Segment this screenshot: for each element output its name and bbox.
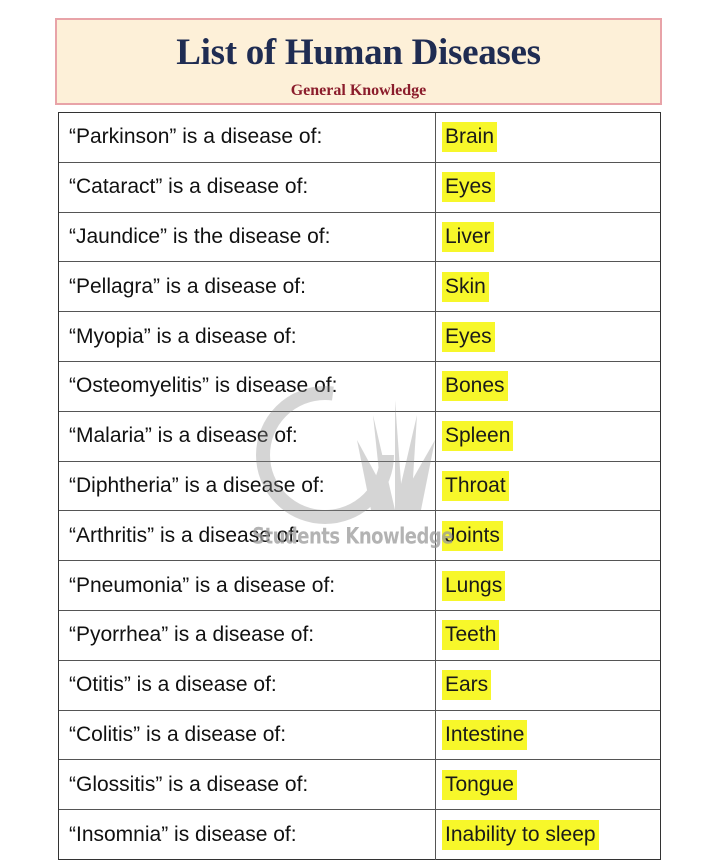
disease-answer: Eyes: [442, 172, 495, 202]
column-divider: [435, 163, 436, 212]
disease-question: “Glossitis” is a disease of:: [69, 772, 309, 796]
disease-question: “Colitis” is a disease of:: [69, 722, 287, 746]
column-divider: [435, 511, 436, 560]
disease-table: [58, 112, 661, 860]
disease-question: “Malaria” is a disease of:: [69, 424, 298, 448]
table-row: [59, 262, 660, 312]
column-divider: [435, 810, 436, 860]
disease-question: “Pellagra” is a disease of:: [69, 274, 306, 298]
table-row: [59, 213, 660, 263]
table-row: [59, 511, 660, 561]
table-row: [59, 113, 660, 163]
table-row: [59, 611, 660, 661]
disease-question: “Insomnia” is disease of:: [69, 823, 297, 847]
disease-answer: Spleen: [442, 421, 513, 451]
disease-question: “Myopia” is a disease of:: [69, 324, 297, 348]
table-row: [59, 412, 660, 462]
disease-answer: Bones: [442, 371, 508, 401]
table-row: [59, 362, 660, 412]
disease-question: “Osteomyelitis” is disease of:: [69, 374, 338, 398]
disease-answer: Lungs: [442, 571, 505, 601]
column-divider: [435, 312, 436, 361]
disease-answer: Liver: [442, 222, 494, 252]
disease-answer: Brain: [442, 122, 497, 152]
column-divider: [435, 561, 436, 610]
table-row: [59, 163, 660, 213]
table-row: [59, 760, 660, 810]
disease-answer: Skin: [442, 272, 489, 302]
column-divider: [435, 362, 436, 411]
disease-question: “Diphtheria” is a disease of:: [69, 473, 325, 497]
column-divider: [435, 412, 436, 461]
column-divider: [435, 213, 436, 262]
disease-answer: Throat: [442, 471, 509, 501]
column-divider: [435, 462, 436, 511]
page-title: List of Human Diseases: [176, 32, 541, 73]
disease-answer: Joints: [442, 521, 503, 551]
column-divider: [435, 611, 436, 660]
disease-question: “Cataract” is a disease of:: [69, 175, 309, 199]
table-row: [59, 312, 660, 362]
table-row: [59, 462, 660, 512]
disease-answer: Ears: [442, 670, 491, 700]
column-divider: [435, 262, 436, 311]
disease-question: “Jaundice” is the disease of:: [69, 224, 331, 248]
disease-question: “Otitis” is a disease of:: [69, 673, 277, 697]
table-row: [59, 661, 660, 711]
column-divider: [435, 661, 436, 710]
disease-answer: Tongue: [442, 770, 517, 800]
table-row: [59, 810, 660, 860]
table-row: [59, 561, 660, 611]
disease-question: “Pyorrhea” is a disease of:: [69, 623, 315, 647]
disease-question: “Pneumonia” is a disease of:: [69, 573, 336, 597]
page-subtitle: General Knowledge: [290, 82, 427, 99]
disease-answer: Eyes: [442, 322, 495, 352]
watermark-text: Students Knowledge: [252, 523, 453, 550]
disease-answer: Teeth: [442, 620, 499, 650]
column-divider: [435, 760, 436, 809]
disease-question: “Parkinson” is a disease of:: [69, 125, 323, 149]
disease-answer: Intestine: [442, 720, 527, 750]
disease-answer: Inability to sleep: [442, 820, 599, 850]
column-divider: [435, 113, 436, 162]
column-divider: [435, 711, 436, 760]
title-banner: [55, 18, 662, 105]
disease-question: “Arthritis” is a disease of:: [69, 523, 301, 547]
table-row: [59, 711, 660, 761]
